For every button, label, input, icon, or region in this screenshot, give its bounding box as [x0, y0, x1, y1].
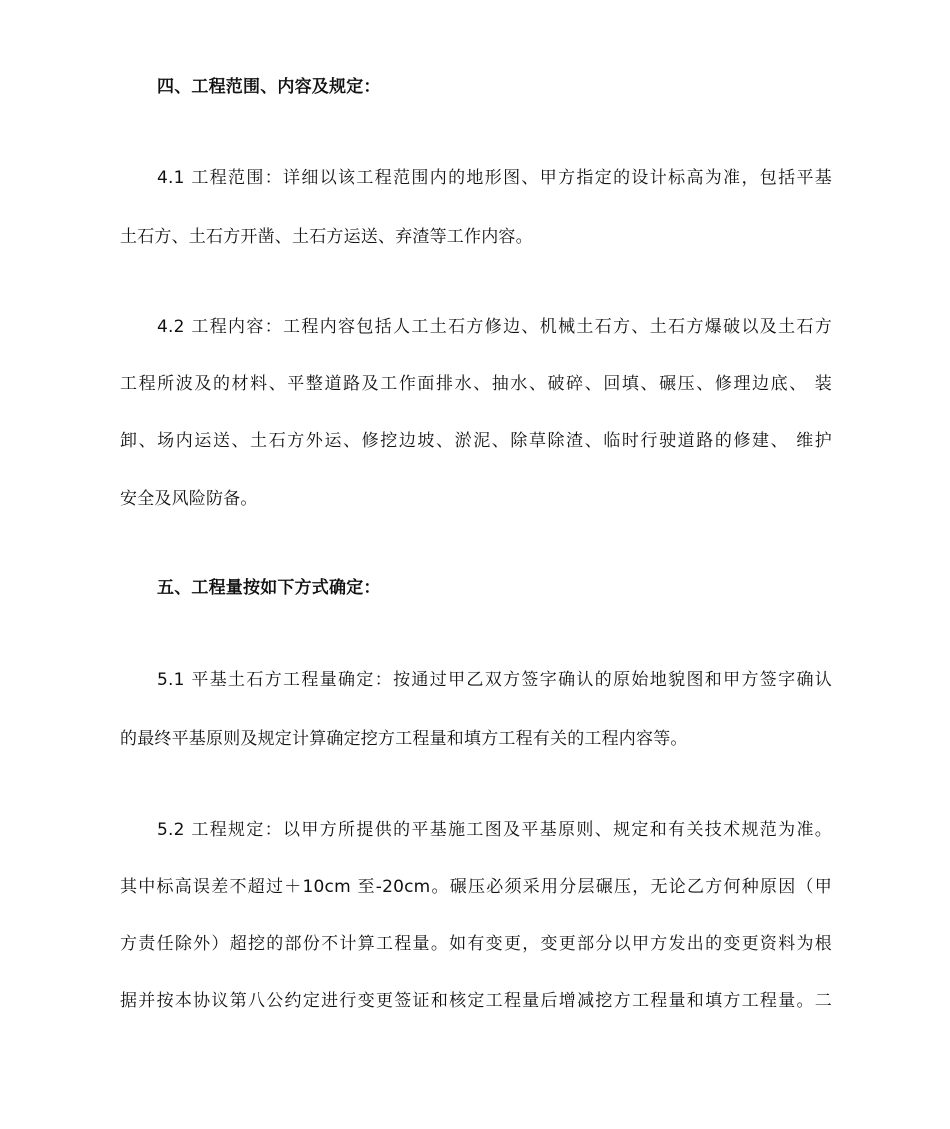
paragraph-5-1-line-1: 5.1 平基土石方工程量确定：按通过甲乙双方签字确认的原始地貌图和甲方签字确认	[157, 670, 832, 690]
paragraph-5-2-line-3: 方责任除外）超挖的部份不计算工程量。如有变更，变更部分以甲方发出的变更资料为根	[120, 934, 832, 954]
paragraph-4-1-line-1: 4.1 工程范围：详细以该工程范围内的地形图、甲方指定的设计标高为准，包括平基	[157, 168, 832, 188]
paragraph-5-2-line-4: 据并按本协议第八公约定进行变更签证和核定工程量后增减挖方工程量和填方工程量。二	[120, 991, 832, 1011]
section-4-heading: 四、工程范围、内容及规定：	[157, 77, 381, 97]
paragraph-5-1-line-2: 的最终平基原则及规定计算确定挖方工程量和填方工程有关的工程内容等。	[120, 729, 688, 749]
paragraph-4-2-line-1: 4.2 工程内容：工程内容包括人工土石方修边、机械土石方、土石方爆破以及土石方	[157, 317, 832, 337]
paragraph-5-2-line-2: 其中标高误差不超过＋10cm 至-20cm。碾压必须采用分层碾压，无论乙方何种原因（甲	[120, 877, 832, 897]
paragraph-5-2-line-1: 5.2 工程规定：以甲方所提供的平基施工图及平基原则、规定和有关技术规范为准。	[157, 820, 832, 840]
section-5-heading: 五、工程量按如下方式确定：	[157, 578, 381, 598]
paragraph-4-1-line-2: 土石方、土石方开凿、土石方运送、弃渣等工作内容。	[120, 227, 533, 247]
paragraph-4-2-line-2: 工程所波及的材料、平整道路及工作面排水、抽水、破碎、回填、碾压、修理边底、 装	[120, 374, 832, 394]
paragraph-4-2-line-4: 安全及风险防备。	[120, 489, 258, 509]
paragraph-4-2-line-3: 卸、场内运送、土石方外运、修挖边坡、淤泥、除草除渣、临时行驶道路的修建、 维护	[120, 431, 832, 451]
